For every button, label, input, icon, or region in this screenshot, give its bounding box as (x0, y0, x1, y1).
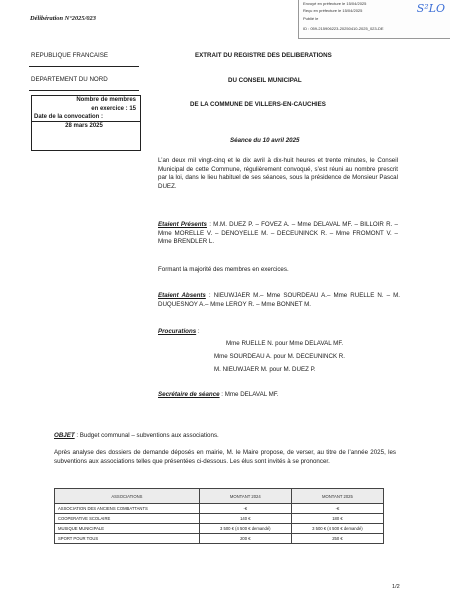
registre-title: EXTRAIT DU REGISTRE DES DELIBERATIONS (195, 52, 332, 59)
secretaire-text: : Mme DELAVAL MF. (219, 391, 279, 398)
procurations-label: Procurations (158, 328, 197, 335)
table-row (55, 514, 384, 524)
procuration-item: Mme RUELLE N. pour Mme DELAVAL MF. (226, 340, 344, 347)
divider (29, 66, 139, 67)
column-header: ASSOCIATIONS (55, 489, 200, 504)
amount-2024: 200 € (199, 534, 291, 544)
commune-title: DE LA COMMUNE DE VILLERS-EN-CAUCHIES (190, 101, 326, 108)
amount-2024: -€ (199, 504, 291, 514)
procurations-heading (158, 328, 200, 337)
convocation-date: 28 mars 2025 (65, 122, 103, 129)
table-row (55, 534, 384, 544)
absents-text: : NIEUWJAER M.– Mme SOURDEAU A.– Mme RUELLE N. – M. DUQUESNOY A.– Mme LEROY R. – Mme BONNET M. (158, 292, 400, 308)
amount-2024: 3 500 € (4 500 € demandé) (199, 524, 291, 534)
subventions-table (54, 488, 384, 544)
departement-label: DEPARTEMENT DU NORD (31, 76, 108, 83)
association-name: MUSIQUE MUNICIPALE (55, 524, 200, 534)
secretaire-label: Secrétaire de séance (158, 391, 220, 398)
column-header: MONTANT 2025 (291, 489, 383, 504)
conseil-title: DU CONSEIL MUNICIPAL (228, 77, 302, 84)
divider (31, 121, 141, 122)
membres-count: en exercice : 15 (91, 105, 136, 112)
table-row (55, 504, 384, 514)
association-name: COOPERATIVE SCOLAIRE (55, 514, 200, 524)
procurations-colon: : (196, 328, 200, 335)
convocation-label: Date de la convocation : (34, 114, 104, 121)
stamp-line: Envoyé en préfecture le 15/04/2025 (303, 1, 367, 6)
stamp-line: Publié le (303, 16, 319, 21)
stamp-line: Reçu en préfecture le 15/04/2025 (303, 8, 363, 13)
seance-date: Séance du 10 avril 2025 (230, 137, 300, 144)
absents-label: Etaient Absents (158, 292, 206, 299)
procuration-item: Mme SOURDEAU A. pour M. DECEUNINCK R. (214, 353, 345, 360)
secretaire-line (158, 391, 279, 400)
amount-2025: 3 500 € (4 500 € demandé) (291, 524, 383, 534)
stamp-line: ID : 059-215906223-20250410-2025_023-DE (303, 26, 384, 31)
amount-2025: 250 € (291, 534, 383, 544)
amount-2025: 180 € (291, 514, 383, 524)
amount-2025: -€ (291, 504, 383, 514)
majorite-text: Formant la majorité des membres en exercices. (158, 266, 289, 273)
prefecture-stamp (298, 0, 450, 39)
page-number: 1/2 (392, 584, 400, 590)
presents-text: : M.M. DUEZ P. – FOVEZ A. – Mme DELAVAL MF. – BILLOIR R. – Mme MORELLE V. – DENOYELLE M. – DECEUNINCK R. – Mme FROMONT V. – Mme BRENDLER L. (158, 221, 398, 246)
intro-paragraph: L’an deux mil vingt-cinq et le dix avril à dix-huit heures et trente minutes, le Conseil Municipal de cette Commune, régulièrement convoqué, s’est réuni au nombre prescrit par la loi, dans le lieu habituel de ses séances, sous la présidence de Monsieur Pascal DUEZ. (158, 157, 398, 190)
presents-paragraph (158, 221, 398, 247)
objet-label: OBJET (54, 432, 75, 439)
procuration-item: M. NIEUWJAER M. pour M. DUEZ P. (214, 366, 316, 373)
presents-label: Etaient Présents (158, 221, 207, 228)
absents-paragraph (158, 292, 400, 309)
republique-label: REPUBLIQUE FRANCAISE (31, 52, 109, 59)
objet-text: : Budget communal – subventions aux associations. (74, 432, 219, 439)
body-paragraph: Après analyse des dossiers de demande déposés en mairie, M. le Maire propose, de verser, au titre de l’année 2025, les subventions aux associations telles que présentées ci-dessous. Les élus sont invités à se prononcer. (54, 449, 396, 465)
table-header-row (55, 489, 384, 504)
membres-box (31, 95, 141, 151)
objet-line (54, 432, 219, 441)
membres-label: Nombre de membres (76, 97, 136, 103)
column-header: MONTANT 2024 (199, 489, 291, 504)
deliberation-number: Délibération N°2025/023 (30, 15, 96, 22)
table-row (55, 524, 384, 534)
divider (29, 90, 139, 91)
amount-2024: 140 € (199, 514, 291, 524)
association-name: ASSOCIATION DES ANCIENS COMBATTANTS (55, 504, 200, 514)
association-name: SPORT POUR TOUS (55, 534, 200, 544)
s2lo-logo: S²LO (416, 2, 445, 15)
